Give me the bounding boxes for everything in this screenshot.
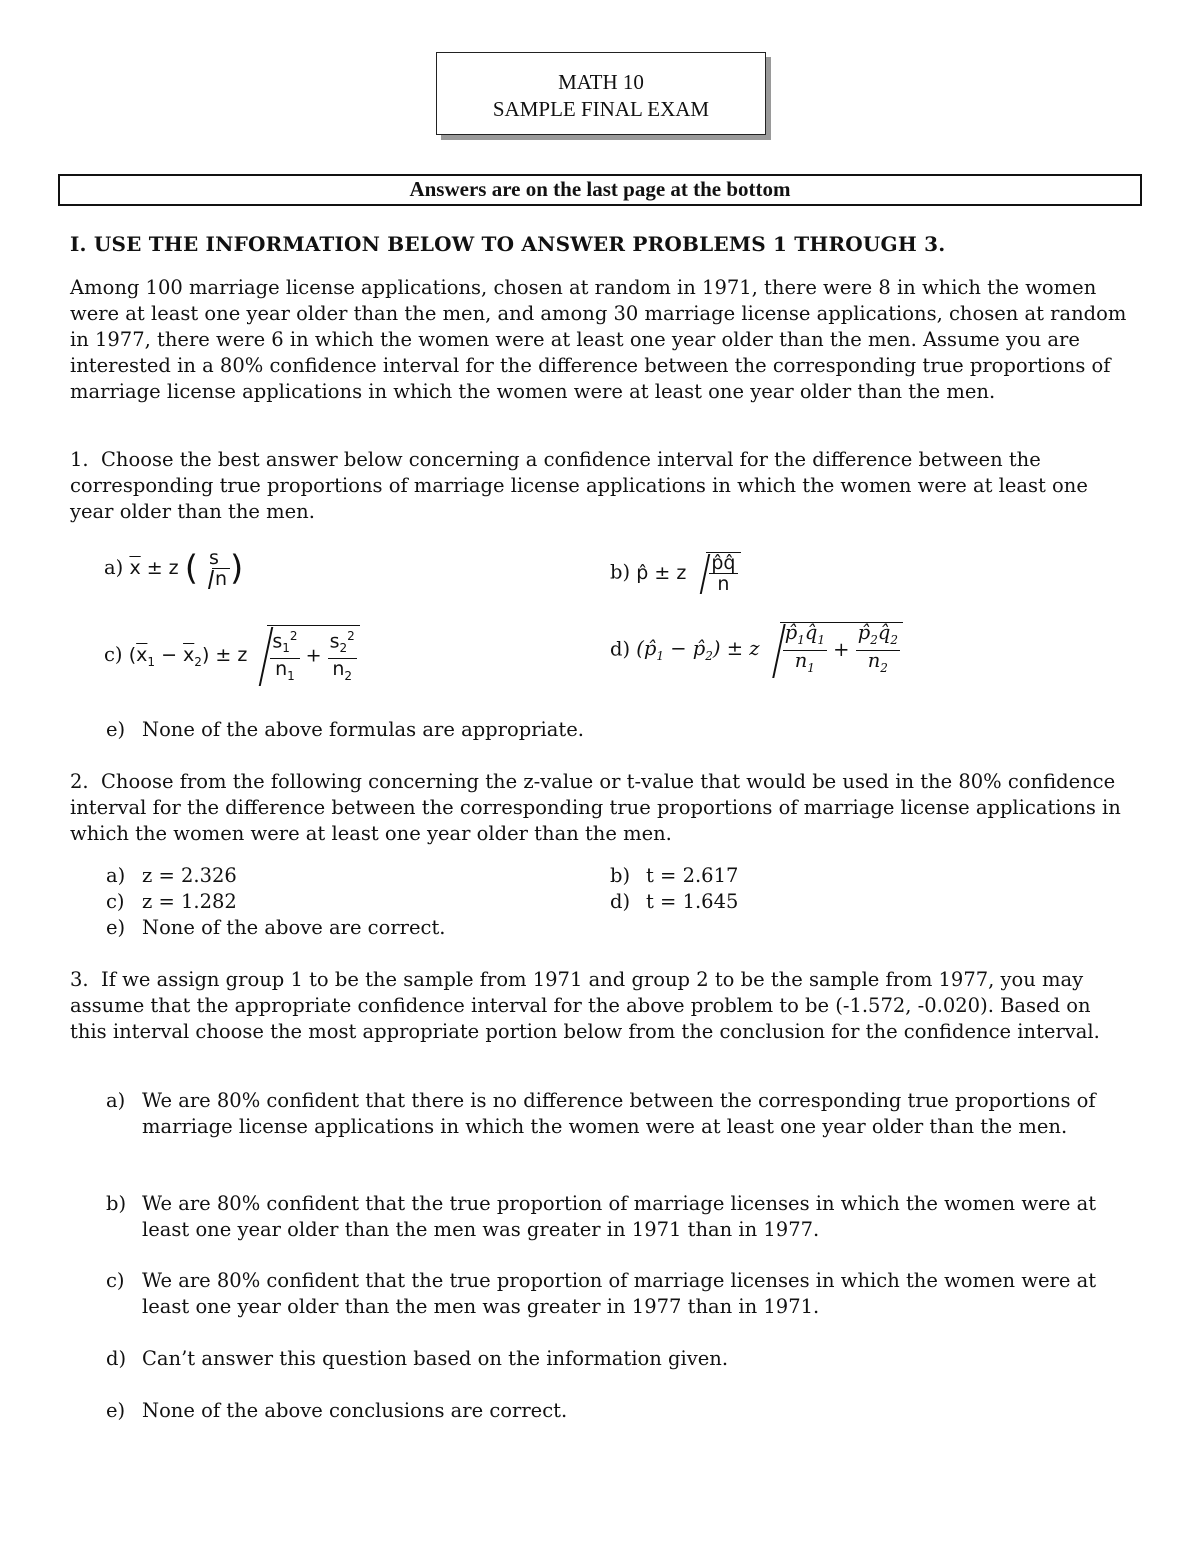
option-text: t = 2.617 (646, 864, 739, 887)
option-text: None of the above formulas are appropriate. (142, 718, 584, 741)
option-label: b) (610, 560, 631, 584)
option-text: z = 2.326 (142, 864, 237, 887)
q1-option-e (106, 717, 1136, 743)
q2-option-e (106, 915, 1136, 941)
formula-c: $(\overline{x}_1 - \overline{x}_2) \pm z$ $\frac{s_1^2}{n_1}$ + $\frac{s_2^2}{n_2}$ (129, 644, 360, 666)
option-text: t = 1.645 (646, 890, 739, 913)
section-heading: I. USE THE INFORMATION BELOW TO ANSWER PROBLEMS 1 THROUGH 3. (70, 232, 946, 256)
option-text: We are 80% confident that there is no difference between the corresponding true proportions of marriage license applications in which the women were at least one year older than the men. (142, 1089, 1096, 1138)
option-label: b) (610, 864, 631, 887)
q3-option-a (106, 1088, 1136, 1140)
question-text: Choose from the following concerning the z-value or t-value that would be used in the 80% confidence interval for the difference between the corresponding true proportions of marriage license applications in which the women were at least one year older than the men. (70, 770, 1121, 845)
option-label: c) (106, 890, 125, 913)
question-number: 2. (70, 770, 89, 793)
formula-d: ($p̂_1$ − $p̂_2) \pm z$ $\frac{p̂_1q̂_1}{n_1}$ + $\frac{p̂_2q̂_2}{n_2}$ (636, 637, 903, 660)
option-label: e) (106, 1399, 126, 1422)
option-label: a) (104, 556, 124, 579)
q2-option-d (610, 889, 1090, 915)
option-label: d) (610, 890, 631, 913)
option-label: e) (106, 718, 126, 741)
option-text: None of the above are correct. (142, 916, 446, 939)
option-text: None of the above conclusions are correct. (142, 1399, 568, 1422)
q3-option-c (106, 1268, 1136, 1320)
intro-paragraph: Among 100 marriage license applications, chosen at random in 1971, there were 8 in which the women were at least one year older than the men, and among 30 marriage license applications, chosen at random in 1977, there were 6 in which the women were at least one year older than the men. Assume you are interested in a 80% confidence interval for the difference between the corresponding true proportions of marriage license applications in which the women were at least one year older than the men. (70, 276, 1127, 403)
course-title: MATH 10 (558, 70, 644, 94)
q1-option-c (104, 625, 360, 686)
option-text: z = 1.282 (142, 890, 237, 913)
option-label: b) (106, 1192, 127, 1215)
q2-option-c (106, 889, 586, 915)
option-text: Can’t answer this question based on the information given. (142, 1347, 729, 1370)
q3-option-e (106, 1398, 1136, 1424)
q3-option-d (106, 1346, 1136, 1372)
q1-option-b (610, 552, 741, 594)
formula-b: p̂ ± z $\frac{p̂q̂}{n}$ (636, 562, 740, 584)
answers-banner: Answers are on the last page at the bottom (58, 174, 1142, 206)
q3-option-b (106, 1191, 1136, 1243)
option-label: e) (106, 916, 126, 939)
formula-a: $\overline{x} \pm z$ ( s n ) (129, 547, 244, 590)
option-label: d) (106, 1347, 127, 1370)
option-label: a) (106, 864, 126, 887)
option-label: c) (104, 642, 123, 666)
question-1 (70, 447, 1130, 525)
option-text: We are 80% confident that the true proportion of marriage licenses in which the women were at least one year older than the men was greater in 1977 than in 1971. (142, 1269, 1097, 1318)
q2-option-b (610, 863, 1090, 889)
option-label: c) (106, 1269, 125, 1292)
q1-option-a (104, 548, 243, 589)
question-3 (70, 967, 1130, 1045)
option-label: d) (610, 637, 631, 661)
question-number: 1. (70, 448, 89, 471)
option-text: We are 80% confident that the true proportion of marriage licenses in which the women were at least one year older than the men was greater in 1971 than in 1977. (142, 1192, 1097, 1241)
option-label: a) (106, 1089, 126, 1112)
question-2 (70, 769, 1130, 847)
exam-title: SAMPLE FINAL EXAM (492, 97, 710, 121)
question-number: 3. (70, 968, 89, 991)
exam-title-box (436, 52, 766, 135)
q1-option-d (610, 622, 903, 678)
question-text: If we assign group 1 to be the sample from 1971 and group 2 to be the sample from 1977, you may assume that the appropriate confidence interval for the above problem to be (-1.572, -0.020). Based on this interval choose the most appropriate portion below from the conclusion for the confidence interval. (70, 968, 1100, 1043)
q2-option-a (106, 863, 586, 889)
question-text: Choose the best answer below concerning a confidence interval for the difference between the corresponding true proportions of marriage license applications in which the women were at least one year older than the men. (70, 448, 1088, 523)
